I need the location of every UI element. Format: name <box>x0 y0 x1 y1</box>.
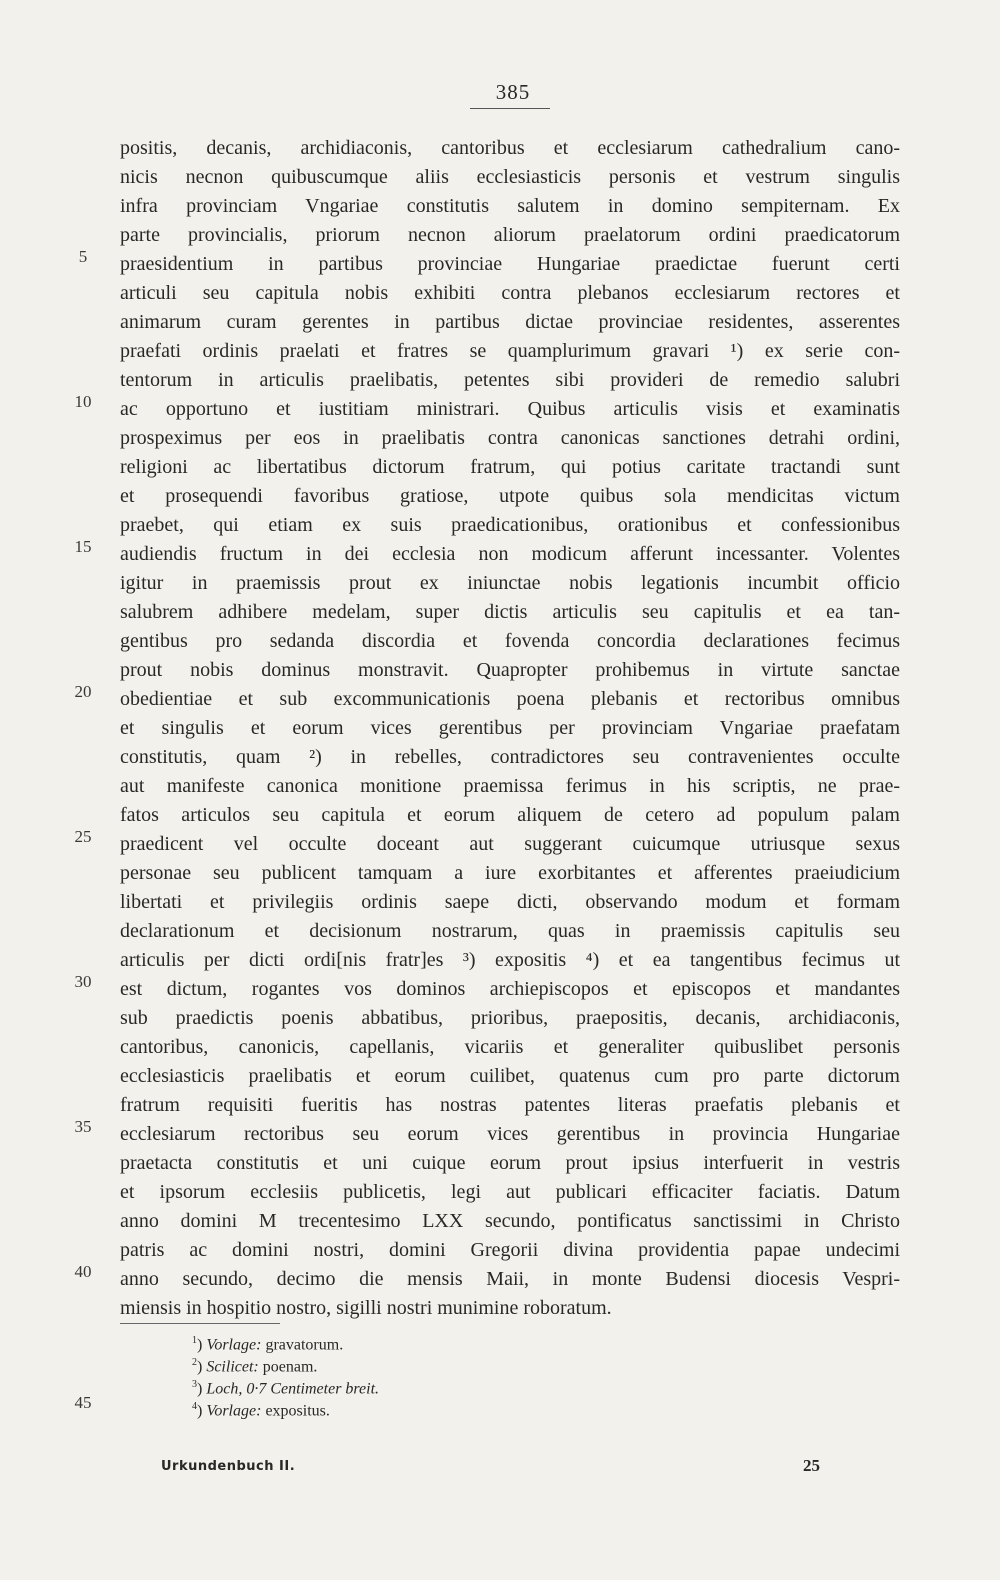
text-line: personae seu publicent tamquam a iure exorbitantes et afferentes praeiudicium <box>120 862 900 884</box>
text-line: miensis in hospitio nostro, sigilli nostri munimine roboratum. <box>120 1297 612 1319</box>
text-line: animarum curam gerentes in partibus dictae provinciae residentes, asserentes <box>120 311 900 333</box>
page-number-rule <box>470 108 550 109</box>
text-line: anno domini M trecentesimo LXX secundo, pontificatus sanctissimi in Christo <box>120 1210 900 1232</box>
footnote: $^4$) Vorlage: expositus. <box>192 1401 330 1420</box>
text-line: articulis per dicti ordi[nis fratr]es ³) expositis ⁴) et ea tangentibus fecimus ut <box>120 949 900 971</box>
text-line: parte provincialis, priorum necnon aliorum praelatorum ordini praedicatorum <box>120 224 900 246</box>
footnote-mark: 1 <box>192 1335 197 1346</box>
text-line: infra provinciam Vngariae constitutis salutem in domino sempiternam. Ex <box>120 195 900 217</box>
text-line: sub praedictis poenis abbatibus, prioribus, praepositis, decanis, archidiaconis, <box>120 1007 900 1029</box>
text-line: prout nobis dominus monstravit. Quapropter prohibemus in virtute sanctae <box>120 659 900 681</box>
text-line: declarationum et decisionum nostrarum, quas in praemissis capitulis seu <box>120 920 900 942</box>
line-number: 10 <box>74 392 92 411</box>
text-line: constitutis, quam ²) in rebelles, contradictores seu contravenientes occulte <box>120 746 900 768</box>
page-number: 385 <box>495 80 531 104</box>
text-line: aut manifeste canonica monitione praemissa ferimus in his scriptis, ne prae- <box>120 775 900 797</box>
text-line: praebet, qui etiam ex suis praedicationibus, orationibus et confessionibus <box>120 514 900 536</box>
line-number: 20 <box>74 682 92 701</box>
line-number: 15 <box>74 537 92 556</box>
text-line: libertati et privilegiis ordinis saepe dicti, observando modum et formam <box>120 891 900 913</box>
text-line: ecclesiasticis praelibatis et eorum cuilibet, quatenus cum pro parte dictorum <box>120 1065 900 1087</box>
line-number: 30 <box>74 972 92 991</box>
line-number: 35 <box>74 1117 92 1136</box>
line-number: 45 <box>74 1393 92 1412</box>
main-text <box>120 134 900 1323</box>
text-line: salubrem adhibere medelam, super dictis articulis seu capitulis et ea tan- <box>120 601 900 623</box>
text-line: et singulis et eorum vices gerentibus per provinciam Vngariae praefatam <box>120 717 900 739</box>
footnote-label: Vorlage: <box>206 1336 262 1354</box>
footnote-mark: 3 <box>192 1379 197 1390</box>
footnote: $^3$) Loch, 0·7 Centimeter breit. <box>192 1379 380 1398</box>
footnote-label: Scilicet: <box>206 1358 259 1376</box>
text-line: gentibus pro sedanda discordia et fovenda concordia declarationes fecimus <box>120 630 900 652</box>
text-line: obedientiae et sub excommunicationis poena plebanis et rectoribus omnibus <box>120 688 900 710</box>
text-line: positis, decanis, archidiaconis, cantoribus et ecclesiarum cathedralium cano- <box>120 137 900 159</box>
footer-volume-title: Urkundenbuch II. <box>161 1459 296 1474</box>
footnote-rule <box>120 1323 280 1324</box>
footnote-text: gravatorum. <box>265 1336 344 1354</box>
line-number: 5 <box>78 247 88 266</box>
footnote-text: poenam. <box>262 1358 318 1376</box>
text-line: est dictum, rogantes vos dominos archiepiscopos et episcopos et mandantes <box>120 978 900 1000</box>
text-line: anno secundo, decimo die mensis Maii, in monte Budensi diocesis Vespri- <box>120 1268 900 1290</box>
text-line: praedicent vel occulte doceant aut suggerant cuicumque utriusque sexus <box>120 833 900 855</box>
text-line: audiendis fructum in dei ecclesia non modicum afferunt incessanter. Volentes <box>120 543 900 565</box>
text-line: fratrum requisiti fueritis has nostras patentes literas praefatis plebanis et <box>120 1094 900 1116</box>
line-number: 40 <box>74 1262 92 1281</box>
footnote: $^1$) Vorlage: gravatorum. <box>192 1335 344 1354</box>
text-line: religioni ac libertatibus dictorum fratrum, qui potius caritate tractandi sunt <box>120 456 900 478</box>
text-line: et ipsorum ecclesiis publicetis, legi aut publicari efficaciter faciatis. Datum <box>120 1181 900 1203</box>
footnote-label: Vorlage: <box>206 1402 262 1420</box>
footnote-label: Loch, 0·7 Centimeter breit. <box>206 1380 380 1398</box>
text-line: patris ac domini nostri, domini Gregorii divina providentia papae undecimi <box>120 1239 900 1261</box>
text-line: ecclesiarum rectoribus seu eorum vices gerentibus in provincia Hungariae <box>120 1123 900 1145</box>
footnote-mark: 2 <box>192 1357 197 1368</box>
text-line: tentorum in articulis praelibatis, petentes sibi provideri de remedio salubri <box>120 369 900 391</box>
footnote: $^2$) Scilicet: poenam. <box>192 1357 318 1376</box>
text-line: cantoribus, canonicis, capellanis, vicariis et generaliter quibuslibet personis <box>120 1036 900 1058</box>
line-number: 25 <box>74 827 92 846</box>
text-line: nicis necnon quibuscumque aliis ecclesiasticis personis et vestrum singulis <box>120 166 900 188</box>
text-line: prospeximus per eos in praelibatis contra canonicas sanctiones detrahi ordini, <box>120 427 900 449</box>
text-line: fatos articulos seu capitula et eorum aliquem de cetero ad populum palam <box>120 804 900 826</box>
footnotes <box>192 1330 379 1418</box>
footnote-text: expositus. <box>265 1402 330 1420</box>
text-line: et prosequendi favoribus gratiose, utpote quibus sola mendicitas victum <box>120 485 900 507</box>
text-line: praefati ordinis praelati et fratres se quamplurimum gravari ¹) ex serie con- <box>120 340 900 362</box>
text-line: praetacta constitutis et uni cuique eorum prout ipsius interfuerit in vestris <box>120 1152 900 1174</box>
text-line: praesidentium in partibus provinciae Hungariae praedictae fuerunt certi <box>120 253 900 275</box>
text-line: articuli seu capitula nobis exhibiti contra plebanos ecclesiarum rectores et <box>120 282 900 304</box>
footer-signature-number: 25 <box>803 1456 820 1475</box>
text-line: ac opportuno et iustitiam ministrari. Quibus articulis visis et examinatis <box>120 398 900 420</box>
text-line: igitur in praemissis prout ex iniunctae nobis legationis incumbit officio <box>120 572 900 594</box>
footnote-mark: 4 <box>192 1401 197 1412</box>
